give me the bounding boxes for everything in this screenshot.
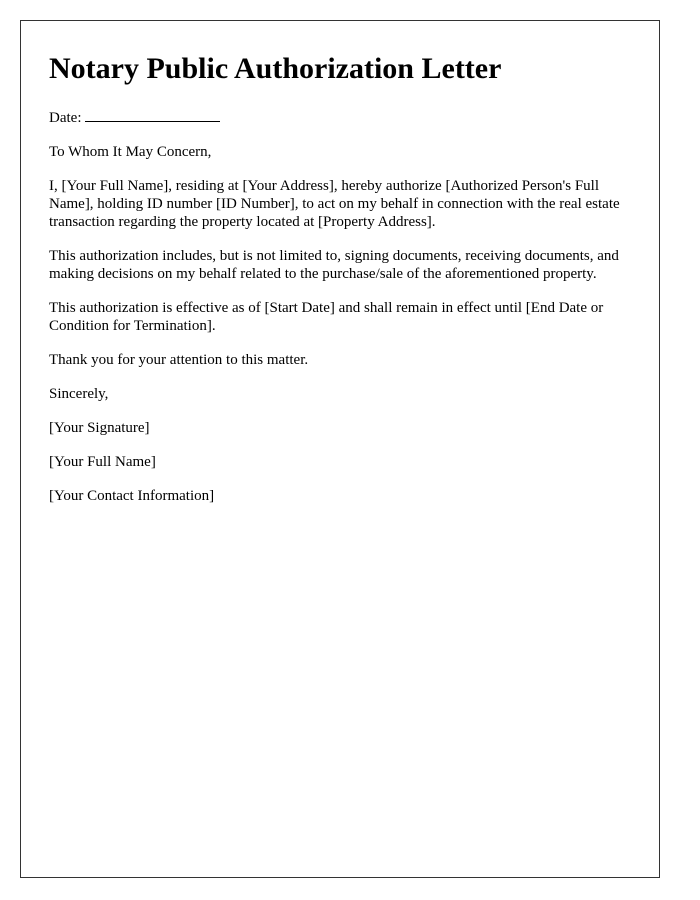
full-name-placeholder: [Your Full Name] [49,454,156,470]
contact-placeholder: [Your Contact Information] [49,488,215,504]
effective-paragraph: This authorization is effective as of [Start Date] and shall remain in effect until [End Date or Condition for Termination]. [49,300,604,334]
date-label: Date: [49,110,82,126]
signature-placeholder: [Your Signature] [49,420,150,436]
closing: Sincerely, [49,386,109,402]
letter-title: Notary Public Authorization Letter [49,52,502,85]
authorization-paragraph: I, [Your Full Name], residing at [Your Address], hereby authorize [Authorized Person's Full Name], holding ID number [ID Number], to act on my behalf in connection with the real estate transaction regarding the property located at [Property Address]. [49,178,620,230]
date-blank-line [85,109,220,122]
thanks-paragraph: Thank you for your attention to this matter. [49,352,309,368]
salutation: To Whom It May Concern, [49,144,212,160]
letter-page [20,20,660,878]
scope-paragraph: This authorization includes, but is not limited to, signing documents, receiving documents, and making decisions on my behalf related to the purchase/sale of the aforementioned property. [49,248,619,282]
date-row [49,109,631,127]
